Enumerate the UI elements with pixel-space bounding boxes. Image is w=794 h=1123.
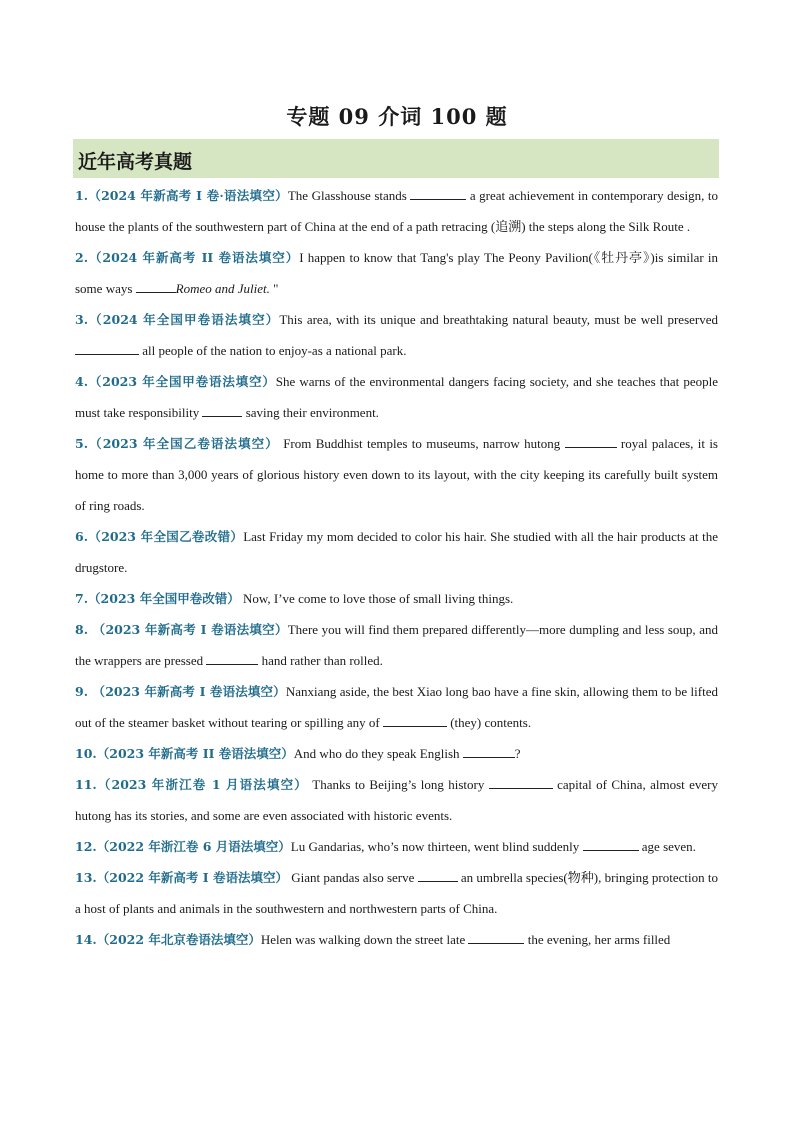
- question-text-before: Lu Gandarias, who’s now thirteen, went blind suddenly: [290, 839, 583, 854]
- question-source: 2.（2024 年新高考 II 卷语法填空）: [75, 250, 300, 265]
- question-text-after: age seven.: [638, 839, 696, 854]
- question-text-after: ": [269, 281, 279, 296]
- answer-blank: [75, 342, 139, 355]
- question-text: Last Friday my mom decided to color his hair. She studied with all the hair products at the drugstore.: [75, 529, 718, 575]
- question-source: 14.（2022 年北京卷语法填空）: [75, 932, 261, 947]
- answer-blank: [418, 869, 458, 882]
- question-item: [75, 924, 718, 955]
- question-text-before: From Buddhist temples to museums, narrow hutong: [278, 436, 565, 451]
- question-source: 11.（2023 年浙江卷 1 月语法填空）: [75, 777, 308, 792]
- question-item: [75, 769, 718, 831]
- question-item: [75, 521, 718, 583]
- question-text-after: (they) contents.: [446, 715, 532, 730]
- section-heading: 近年高考真题: [78, 151, 193, 173]
- answer-blank: [463, 745, 515, 758]
- question-text-before: This area, with its unique and breathtaking natural beauty, must be well preserved: [279, 312, 718, 327]
- page-title: 专题 09 介词 100 题: [286, 104, 508, 129]
- question-source: 7.（2023 年全国甲卷改错）: [75, 591, 240, 606]
- question-text-after: all people of the nation to enjoy-as a national park.: [139, 343, 407, 358]
- question-source: 4.（2023 年全国甲卷语法填空）: [75, 374, 276, 389]
- question-item: [75, 304, 718, 366]
- question-source: 9. （2023 年新高考 I 卷语法填空）: [75, 684, 286, 699]
- question-source: 10.（2023 年新高考 II 卷语法填空）: [75, 746, 294, 761]
- question-source: 3.（2024 年全国甲卷语法填空）: [75, 312, 280, 327]
- question-text-before: There you will find them prepared differently—more dumpling and less soup, and the wrappers are pressed: [75, 622, 718, 668]
- question-text-before: The Glasshouse stands: [287, 188, 411, 203]
- question-text-before: Helen was walking down the street late: [260, 932, 469, 947]
- answer-blank: [136, 280, 176, 293]
- question-source: 5.（2023 年全国乙卷语法填空）: [75, 436, 279, 451]
- question-source: 12.（2022 年浙江卷 6 月语法填空）: [75, 839, 291, 854]
- answer-blank: [468, 931, 524, 944]
- question-text-before: She warns of the environmental dangers facing society, and she teaches that people must take responsibility: [75, 374, 718, 420]
- answer-blank: [202, 404, 242, 417]
- question-text-before: Nanxiang aside, the best Xiao long bao have a fine skin, allowing them to be lifted out of the steamer basket without tearing or spilling any of: [75, 684, 718, 730]
- question-source: 1.（2024 年新高考 I 卷·语法填空）: [75, 188, 288, 203]
- question-text-after: capital of China, almost every hutong has its stories, and some are even associated with historic events.: [75, 777, 718, 823]
- question-item: [75, 862, 718, 924]
- question-italic-text: Romeo and Juliet.: [175, 281, 270, 296]
- question-text-after: the evening, her arms filled: [524, 932, 671, 947]
- question-text: Now, I’ve come to love those of small living things.: [239, 591, 514, 606]
- question-text-after: a great achievement in contemporary design, to house the plants of the southwestern part of China at the end of a path retracing (追溯) the steps along the Silk Route .: [75, 188, 718, 234]
- question-text-after: saving their environment.: [242, 405, 379, 420]
- question-text-after: ?: [514, 746, 521, 761]
- question-source: 8. （2023 年新高考 I 卷语法填空）: [75, 622, 288, 637]
- question-item: [75, 428, 718, 521]
- answer-blank: [489, 776, 553, 789]
- question-item: [75, 242, 718, 304]
- answer-blank: [206, 652, 258, 665]
- question-item: [75, 180, 718, 242]
- question-item: [75, 583, 718, 614]
- question-text-after: hand rather than rolled.: [258, 653, 383, 668]
- question-text-before: Giant pandas also serve: [288, 870, 418, 885]
- question-list: [75, 180, 718, 955]
- answer-blank: [383, 714, 447, 727]
- question-text-after: an umbrella species(物种), bringing protection to a host of plants and animals in the southwestern and northwestern parts of China.: [75, 870, 718, 916]
- question-item: [75, 831, 718, 862]
- question-text-before: I happen to know that Tang's play The Peony Pavilion(《牡丹亭》)is similar in some ways: [75, 250, 719, 296]
- question-text-before: Thanks to Beijing’s long history: [307, 777, 489, 792]
- answer-blank: [410, 187, 466, 200]
- answer-blank: [565, 435, 617, 448]
- question-item: [75, 676, 718, 738]
- question-item: [75, 366, 718, 428]
- section-heading-bar: [73, 139, 719, 178]
- question-text-after: royal palaces, it is home to more than 3,000 years of glorious history even down to its layout, with the city keeping its carefully built system of ring roads.: [75, 436, 718, 513]
- question-item: [75, 738, 718, 769]
- question-item: [75, 614, 718, 676]
- question-source: 6.（2023 年全国乙卷改错）: [75, 529, 244, 544]
- question-source: 13.（2022 年新高考 I 卷语法填空）: [75, 870, 289, 885]
- question-text-before: And who do they speak English: [293, 746, 463, 761]
- answer-blank: [583, 838, 639, 851]
